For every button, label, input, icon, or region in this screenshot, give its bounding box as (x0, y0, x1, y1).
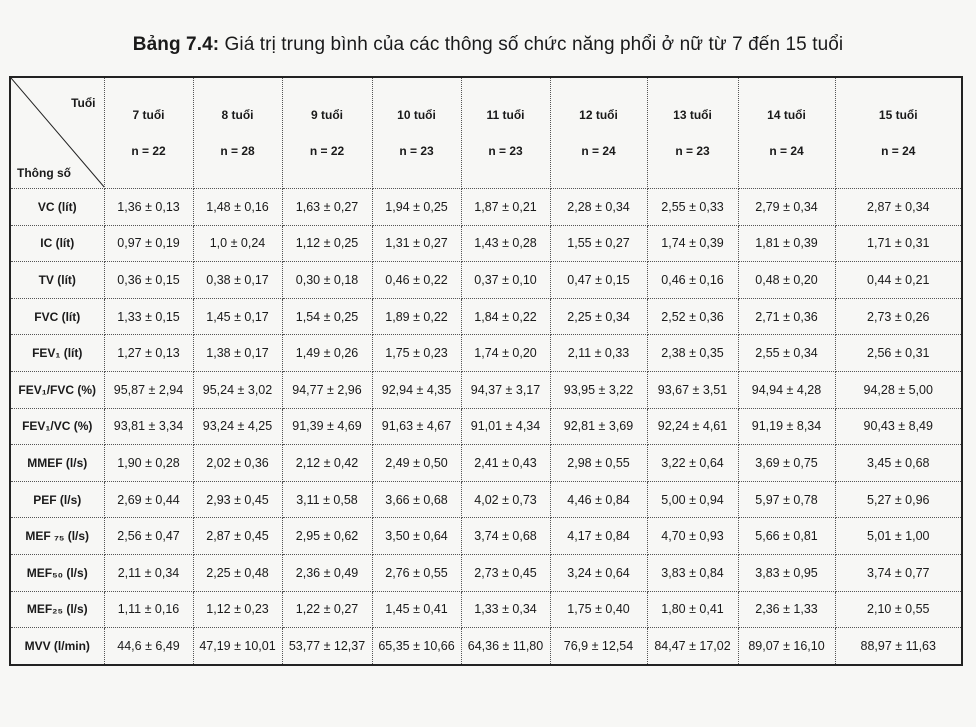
value-cell: 5,66 ± 0,81 (738, 518, 835, 555)
parameter-label: MMEF (l/s) (10, 445, 104, 482)
age-label: 12 tuổi (579, 108, 618, 122)
value-cell: 2,69 ± 0,44 (104, 481, 193, 518)
value-cell: 92,81 ± 3,69 (550, 408, 647, 445)
value-cell: 1,45 ± 0,41 (372, 591, 461, 628)
value-cell: 2,12 ± 0,42 (282, 445, 372, 482)
value-cell: 1,11 ± 0,16 (104, 591, 193, 628)
value-cell: 0,44 ± 0,21 (835, 262, 962, 299)
value-cell: 3,11 ± 0,58 (282, 481, 372, 518)
value-cell: 2,10 ± 0,55 (835, 591, 962, 628)
column-header (193, 77, 282, 189)
value-cell: 2,87 ± 0,34 (835, 189, 962, 226)
value-cell: 2,38 ± 0,35 (647, 335, 738, 372)
value-cell: 1,71 ± 0,31 (835, 225, 962, 262)
value-cell: 47,19 ± 10,01 (193, 628, 282, 665)
value-cell: 90,43 ± 8,49 (835, 408, 962, 445)
sample-size: n = 22 (309, 144, 345, 158)
lung-function-table (9, 76, 963, 666)
table-row (10, 591, 962, 628)
table-row (10, 445, 962, 482)
value-cell: 2,55 ± 0,34 (738, 335, 835, 372)
value-cell: 93,67 ± 3,51 (647, 371, 738, 408)
value-cell: 2,25 ± 0,48 (193, 554, 282, 591)
parameter-label: MEF₂₅ (l/s) (10, 591, 104, 628)
value-cell: 2,73 ± 0,26 (835, 298, 962, 335)
value-cell: 0,36 ± 0,15 (104, 262, 193, 299)
value-cell: 2,71 ± 0,36 (738, 298, 835, 335)
value-cell: 1,74 ± 0,39 (647, 225, 738, 262)
table-row (10, 408, 962, 445)
value-cell: 93,81 ± 3,34 (104, 408, 193, 445)
column-header (647, 77, 738, 189)
table-row (10, 518, 962, 555)
value-cell: 3,83 ± 0,95 (738, 554, 835, 591)
table-row (10, 371, 962, 408)
value-cell: 3,66 ± 0,68 (372, 481, 461, 518)
value-cell: 84,47 ± 17,02 (647, 628, 738, 665)
value-cell: 3,24 ± 0,64 (550, 554, 647, 591)
table-row (10, 335, 962, 372)
value-cell: 0,48 ± 0,20 (738, 262, 835, 299)
value-cell: 3,45 ± 0,68 (835, 445, 962, 482)
value-cell: 1,36 ± 0,13 (104, 189, 193, 226)
value-cell: 2,73 ± 0,45 (461, 554, 550, 591)
value-cell: 2,95 ± 0,62 (282, 518, 372, 555)
value-cell: 1,90 ± 0,28 (104, 445, 193, 482)
value-cell: 2,98 ± 0,55 (550, 445, 647, 482)
value-cell: 1,33 ± 0,34 (461, 591, 550, 628)
value-cell: 94,77 ± 2,96 (282, 371, 372, 408)
value-cell: 2,28 ± 0,34 (550, 189, 647, 226)
corner-age-label: Tuổi (71, 96, 96, 110)
sample-size: n = 23 (399, 144, 434, 158)
value-cell: 2,41 ± 0,43 (461, 445, 550, 482)
page-title (0, 34, 976, 56)
value-cell: 91,19 ± 8,34 (738, 408, 835, 445)
parameter-label: PEF (l/s) (10, 481, 104, 518)
value-cell: 0,46 ± 0,22 (372, 262, 461, 299)
parameter-label: TV (lít) (10, 262, 104, 299)
parameter-label: MEF₅₀ (l/s) (10, 554, 104, 591)
value-cell: 94,94 ± 4,28 (738, 371, 835, 408)
table-row (10, 225, 962, 262)
value-cell: 2,11 ± 0,34 (104, 554, 193, 591)
table-row (10, 298, 962, 335)
value-cell: 2,55 ± 0,33 (647, 189, 738, 226)
value-cell: 94,28 ± 5,00 (835, 371, 962, 408)
value-cell: 1,54 ± 0,25 (282, 298, 372, 335)
value-cell: 92,94 ± 4,35 (372, 371, 461, 408)
value-cell: 1,33 ± 0,15 (104, 298, 193, 335)
value-cell: 1,94 ± 0,25 (372, 189, 461, 226)
column-header (104, 77, 193, 189)
value-cell: 94,37 ± 3,17 (461, 371, 550, 408)
value-cell: 2,79 ± 0,34 (738, 189, 835, 226)
value-cell: 2,52 ± 0,36 (647, 298, 738, 335)
value-cell: 4,70 ± 0,93 (647, 518, 738, 555)
value-cell: 91,63 ± 4,67 (372, 408, 461, 445)
value-cell: 76,9 ± 12,54 (550, 628, 647, 665)
column-header (550, 77, 647, 189)
value-cell: 93,24 ± 4,25 (193, 408, 282, 445)
value-cell: 95,87 ± 2,94 (104, 371, 193, 408)
value-cell: 1,89 ± 0,22 (372, 298, 461, 335)
value-cell: 4,46 ± 0,84 (550, 481, 647, 518)
value-cell: 91,39 ± 4,69 (282, 408, 372, 445)
header-row (10, 77, 962, 189)
parameter-label: VC (lít) (10, 189, 104, 226)
value-cell: 1,12 ± 0,25 (282, 225, 372, 262)
sample-size: n = 24 (881, 144, 916, 158)
value-cell: 0,38 ± 0,17 (193, 262, 282, 299)
value-cell: 2,87 ± 0,45 (193, 518, 282, 555)
value-cell: 1,49 ± 0,26 (282, 335, 372, 372)
sample-size: n = 23 (488, 144, 523, 158)
table-row (10, 481, 962, 518)
sample-size: n = 23 (675, 144, 710, 158)
value-cell: 3,50 ± 0,64 (372, 518, 461, 555)
parameter-label: FEV₁/VC (%) (10, 408, 104, 445)
value-cell: 5,27 ± 0,96 (835, 481, 962, 518)
value-cell: 0,46 ± 0,16 (647, 262, 738, 299)
parameter-label: FEV₁ (lít) (10, 335, 104, 372)
value-cell: 2,36 ± 1,33 (738, 591, 835, 628)
value-cell: 0,37 ± 0,10 (461, 262, 550, 299)
value-cell: 0,30 ± 0,18 (282, 262, 372, 299)
age-label: 8 tuổi (221, 108, 254, 122)
value-cell: 2,25 ± 0,34 (550, 298, 647, 335)
value-cell: 2,02 ± 0,36 (193, 445, 282, 482)
sample-size: n = 24 (769, 144, 804, 158)
sample-size: n = 22 (131, 144, 166, 158)
column-header (372, 77, 461, 189)
age-label: 7 tuổi (132, 108, 165, 122)
value-cell: 1,87 ± 0,21 (461, 189, 550, 226)
value-cell: 3,22 ± 0,64 (647, 445, 738, 482)
value-cell: 2,93 ± 0,45 (193, 481, 282, 518)
value-cell: 1,12 ± 0,23 (193, 591, 282, 628)
value-cell: 53,77 ± 12,37 (282, 628, 372, 665)
value-cell: 93,95 ± 3,22 (550, 371, 647, 408)
value-cell: 4,02 ± 0,73 (461, 481, 550, 518)
value-cell: 1,27 ± 0,13 (104, 335, 193, 372)
table-row (10, 189, 962, 226)
value-cell: 92,24 ± 4,61 (647, 408, 738, 445)
value-cell: 5,00 ± 0,94 (647, 481, 738, 518)
value-cell: 1,81 ± 0,39 (738, 225, 835, 262)
age-label: 13 tuổi (673, 108, 712, 122)
column-header (835, 77, 962, 189)
table-row (10, 262, 962, 299)
value-cell: 3,74 ± 0,68 (461, 518, 550, 555)
value-cell: 1,22 ± 0,27 (282, 591, 372, 628)
value-cell: 0,47 ± 0,15 (550, 262, 647, 299)
parameter-label: MEF ₇₅ (l/s) (10, 518, 104, 555)
value-cell: 1,45 ± 0,17 (193, 298, 282, 335)
value-cell: 44,6 ± 6,49 (104, 628, 193, 665)
value-cell: 5,01 ± 1,00 (835, 518, 962, 555)
value-cell: 1,55 ± 0,27 (550, 225, 647, 262)
value-cell: 1,63 ± 0,27 (282, 189, 372, 226)
value-cell: 0,97 ± 0,19 (104, 225, 193, 262)
age-label: 9 tuổi (311, 108, 343, 122)
column-header (738, 77, 835, 189)
sample-size: n = 28 (220, 144, 255, 158)
value-cell: 2,76 ± 0,55 (372, 554, 461, 591)
value-cell: 2,56 ± 0,31 (835, 335, 962, 372)
column-header (461, 77, 550, 189)
corner-param-label: Thông số (17, 166, 71, 180)
age-label: 15 tuổi (878, 108, 918, 122)
value-cell: 95,24 ± 3,02 (193, 371, 282, 408)
value-cell: 1,84 ± 0,22 (461, 298, 550, 335)
parameter-label: IC (lít) (10, 225, 104, 262)
value-cell: 88,97 ± 11,63 (835, 628, 962, 665)
value-cell: 1,0 ± 0,24 (193, 225, 282, 262)
value-cell: 2,56 ± 0,47 (104, 518, 193, 555)
value-cell: 3,74 ± 0,77 (835, 554, 962, 591)
value-cell: 4,17 ± 0,84 (550, 518, 647, 555)
table-row (10, 554, 962, 591)
value-cell: 89,07 ± 16,10 (738, 628, 835, 665)
value-cell: 5,97 ± 0,78 (738, 481, 835, 518)
table-caption: Giá trị trung bình của các thông số chức năng phổi ở nữ từ 7 đến 15 tuổi (219, 34, 844, 55)
value-cell: 1,48 ± 0,16 (193, 189, 282, 226)
value-cell: 1,43 ± 0,28 (461, 225, 550, 262)
value-cell: 1,75 ± 0,23 (372, 335, 461, 372)
table-row (10, 628, 962, 665)
value-cell: 2,36 ± 0,49 (282, 554, 372, 591)
value-cell: 1,31 ± 0,27 (372, 225, 461, 262)
value-cell: 91,01 ± 4,34 (461, 408, 550, 445)
value-cell: 64,36 ± 11,80 (461, 628, 550, 665)
value-cell: 65,35 ± 10,66 (372, 628, 461, 665)
value-cell: 1,38 ± 0,17 (193, 335, 282, 372)
value-cell: 2,49 ± 0,50 (372, 445, 461, 482)
parameter-label: FVC (lít) (10, 298, 104, 335)
value-cell: 2,11 ± 0,33 (550, 335, 647, 372)
column-header (282, 77, 372, 189)
age-label: 10 tuổi (397, 108, 436, 122)
value-cell: 3,69 ± 0,75 (738, 445, 835, 482)
table-number: Bảng 7.4: (132, 34, 220, 55)
age-label: 14 tuổi (767, 108, 806, 122)
value-cell: 1,75 ± 0,40 (550, 591, 647, 628)
value-cell: 1,80 ± 0,41 (647, 591, 738, 628)
value-cell: 1,74 ± 0,20 (461, 335, 550, 372)
sample-size: n = 24 (581, 144, 616, 158)
age-label: 11 tuổi (486, 108, 525, 122)
parameter-label: MVV (l/min) (10, 628, 104, 665)
value-cell: 3,83 ± 0,84 (647, 554, 738, 591)
corner-cell (10, 77, 104, 189)
parameter-label: FEV₁/FVC (%) (10, 371, 104, 408)
